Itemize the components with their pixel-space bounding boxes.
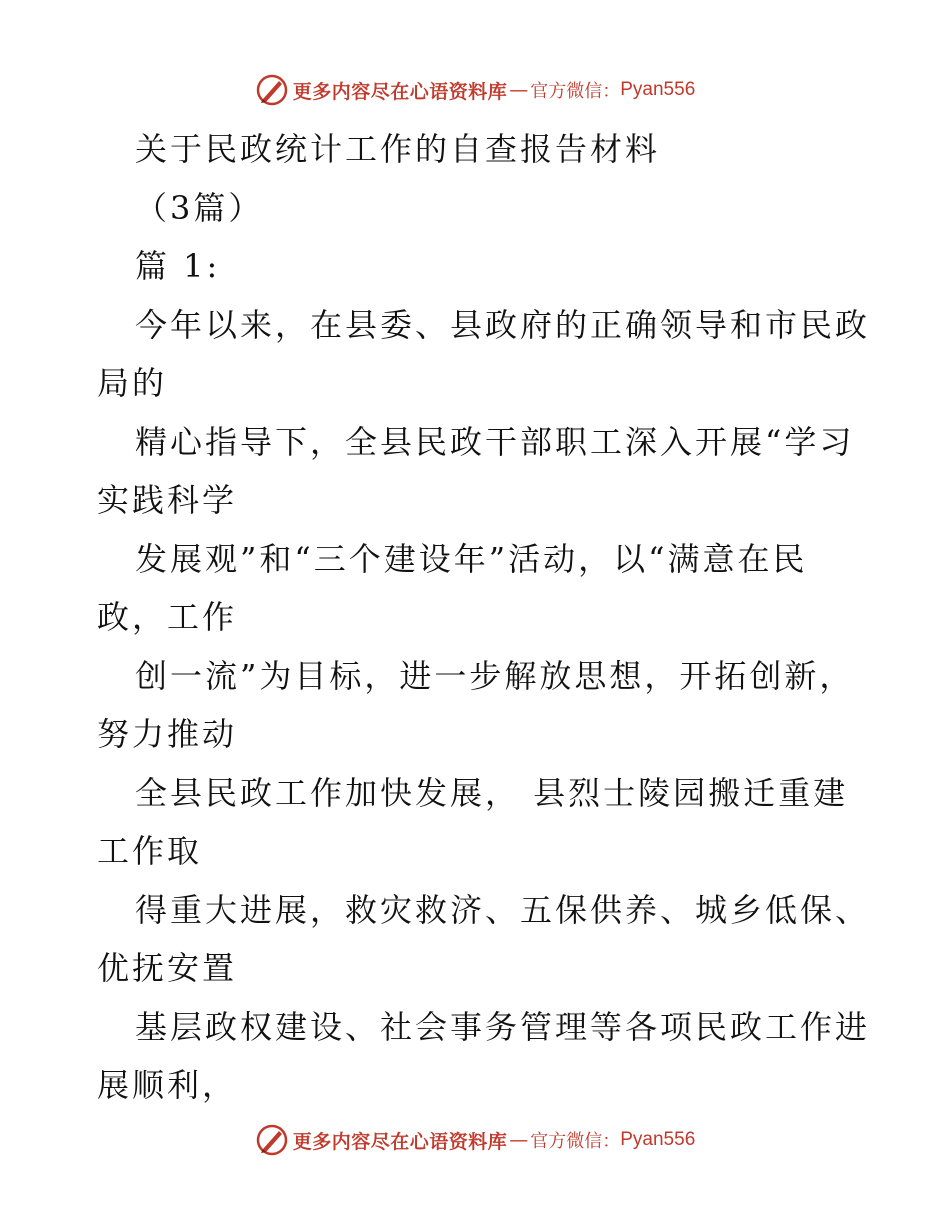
pen-logo-icon (255, 1123, 289, 1157)
watermark-wechat-id: Pyan556 (620, 79, 696, 100)
document-line: 优抚安置 (97, 949, 238, 987)
watermark-text: 更多内容尽在心语资料库 (292, 80, 508, 103)
document-line: 发展观”和“三个建设年”活动，以“满意在民 (135, 539, 808, 578)
document-line: 政，工作 (97, 598, 238, 636)
document-line: 努力推动 (97, 715, 238, 753)
document-line: 局的 (97, 364, 168, 402)
watermark-wechat-label: 官方微信： (530, 81, 621, 102)
document-line: 基层政权建设、社会事务管理等各项民政工作进 (135, 1007, 871, 1046)
watermark-text: 更多内容尽在心语资料库 (292, 1130, 508, 1153)
document-line: 展顺利， (97, 1066, 238, 1104)
document-line: 今年以来，在县委、县政府的正确领导和市民政 (135, 305, 871, 344)
watermark-dash: — (509, 79, 529, 101)
document-line: （3篇） (135, 188, 264, 227)
pen-logo-icon (255, 73, 289, 107)
document-line: 精心指导下，全县民政干部职工深入开展“学习 (135, 422, 855, 461)
watermark-wechat-id: Pyan556 (620, 1129, 696, 1150)
watermark-wechat-label: 官方微信： (530, 1131, 621, 1152)
watermark-dash: — (509, 1129, 529, 1151)
document-line: 关于民政统计工作的自查报告材料 (135, 130, 661, 168)
document-line: 篇 1: (135, 247, 221, 285)
document-body (97, 120, 871, 1115)
document-line: 创一流”为目标，进一步解放思想，开拓创新， (135, 656, 855, 695)
document-line: 实践科学 (97, 481, 238, 519)
watermark-banner-top (0, 70, 950, 110)
watermark-banner-bottom (0, 1120, 950, 1160)
document-line: 工作取 (97, 832, 203, 870)
document-line: 全县民政工作加快发展， 县烈士陵园搬迁重建 (135, 773, 849, 812)
document-line: 得重大进展，救灾救济、五保供养、城乡低保、 (135, 890, 871, 929)
